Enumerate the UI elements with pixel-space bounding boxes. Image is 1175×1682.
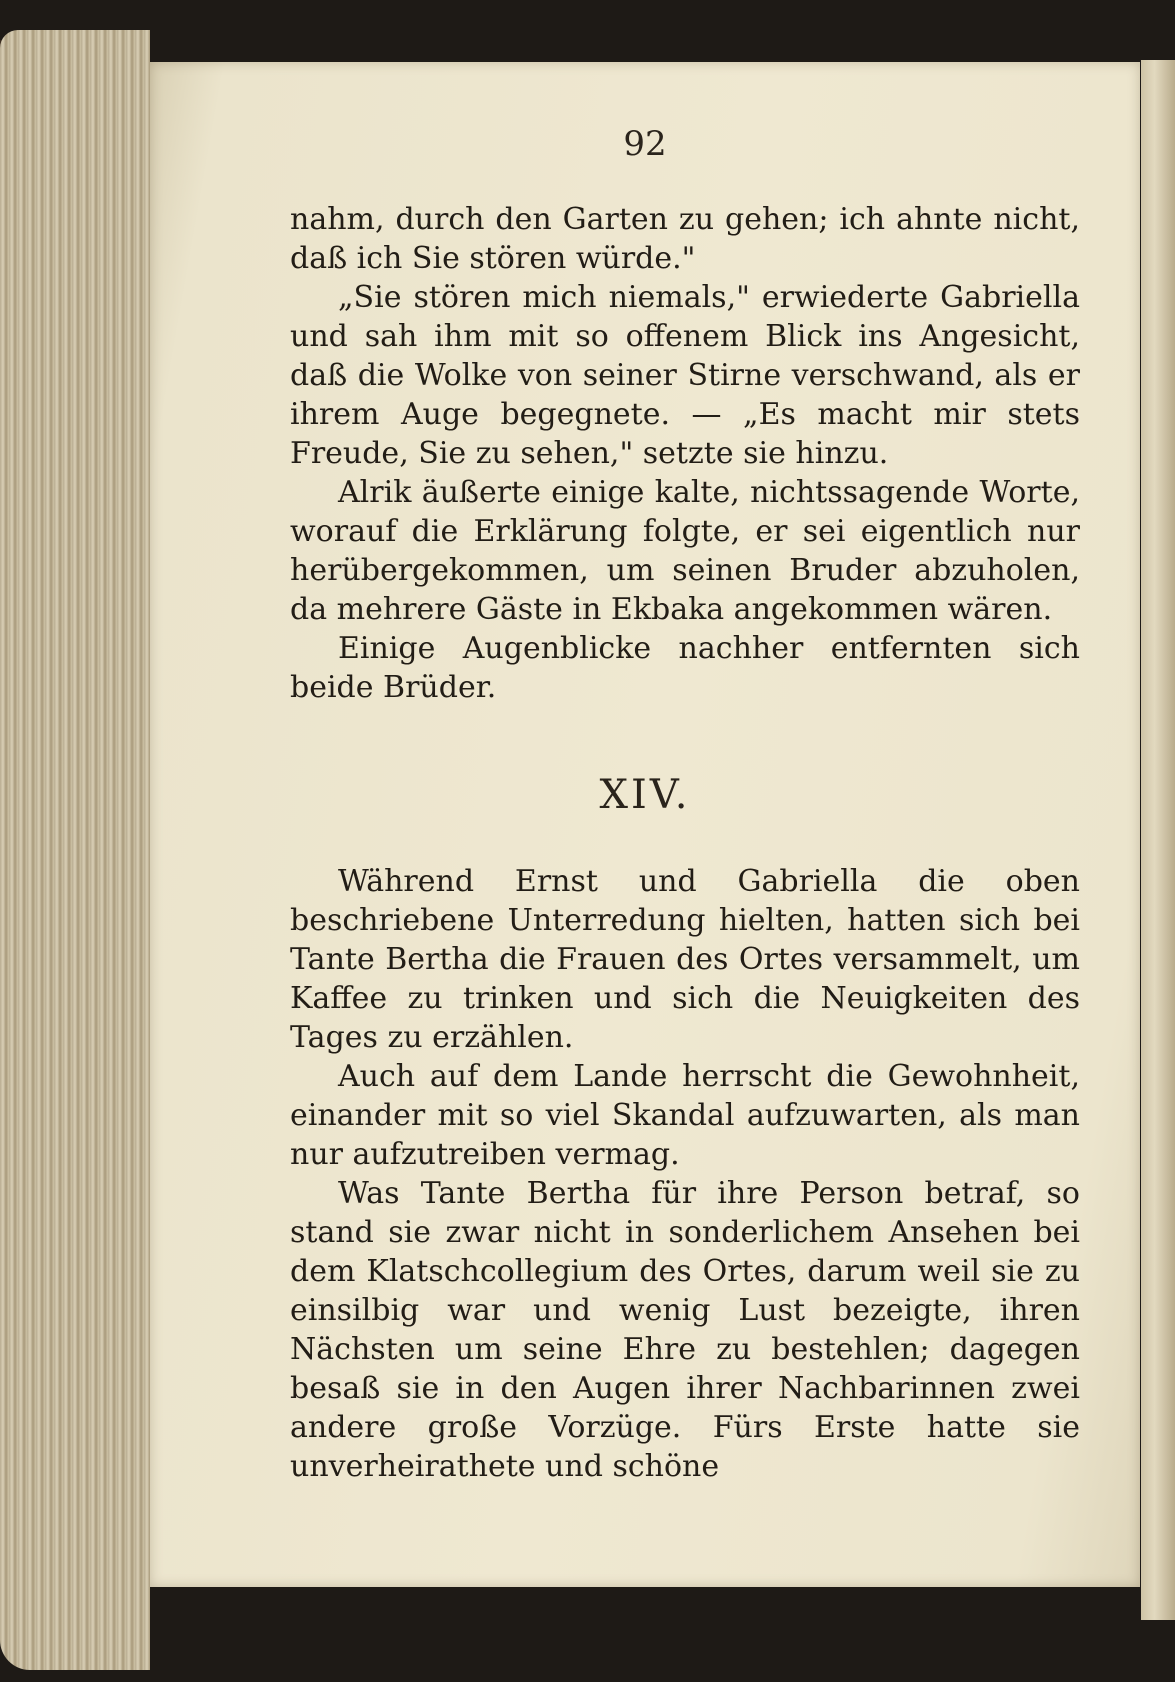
paragraph: Während Ernst und Gabriella die oben beschriebene Unterredung hielten, hatten sich bei Tante Bertha die Frauen des Ortes versammelt, um Kaffee zu trinken und sich die Neuigkeiten des Tages zu erzählen. [290,864,1080,1055]
paragraph: „Sie stören mich niemals," erwiederte Gabriella und sah ihm mit so offenem Blick ins Angesicht, daß die Wolke von seiner Stirne verschwand, als er ihrem Auge begegnete. — „Es macht mir stets Freude, Sie zu sehen," setzte sie hinzu. [290,280,1080,471]
text-before-chapter [290,200,1080,707]
page-number: 92 [623,124,667,164]
chapter-heading: XIV. [599,772,691,818]
paragraph: Auch auf dem Lande herrscht die Gewohnheit, einander mit so viel Skandal aufzuwarten, als man nur aufzutreiben vermag. [290,1059,1080,1172]
book-page [150,62,1140,1587]
paragraph: Einige Augenblicke nachher entfernten sich beide Brüder. [290,631,1080,705]
paragraph: Was Tante Bertha für ihre Person betraf, so stand sie zwar nicht in sonderlichem Ansehen bei dem Klatschcollegium des Ortes, darum weil sie zu einsilbig war und wenig Lust bezeigte, ihren Nächsten um seine Ehre zu bestehlen; dagegen besaß sie in den Augen ihrer Nachbarinnen zwei andere große Vorzüge. Fürs Erste hatte sie unverheirathete und schöne [290,1176,1080,1484]
text-after-chapter [290,862,1080,1486]
book-page-edges-right [1141,60,1175,1620]
paragraph: nahm, durch den Garten zu gehen; ich ahnte nicht, daß ich Sie stören würde." [290,202,1080,276]
book-page-edges-left [0,30,150,1670]
paragraph: Alrik äußerte einige kalte, nichtssagende Worte, worauf die Erklärung folgte, er sei eigentlich nur herübergekommen, um seinen Bruder abzuholen, da mehrere Gäste in Ekbaka angekommen wären. [290,475,1080,627]
